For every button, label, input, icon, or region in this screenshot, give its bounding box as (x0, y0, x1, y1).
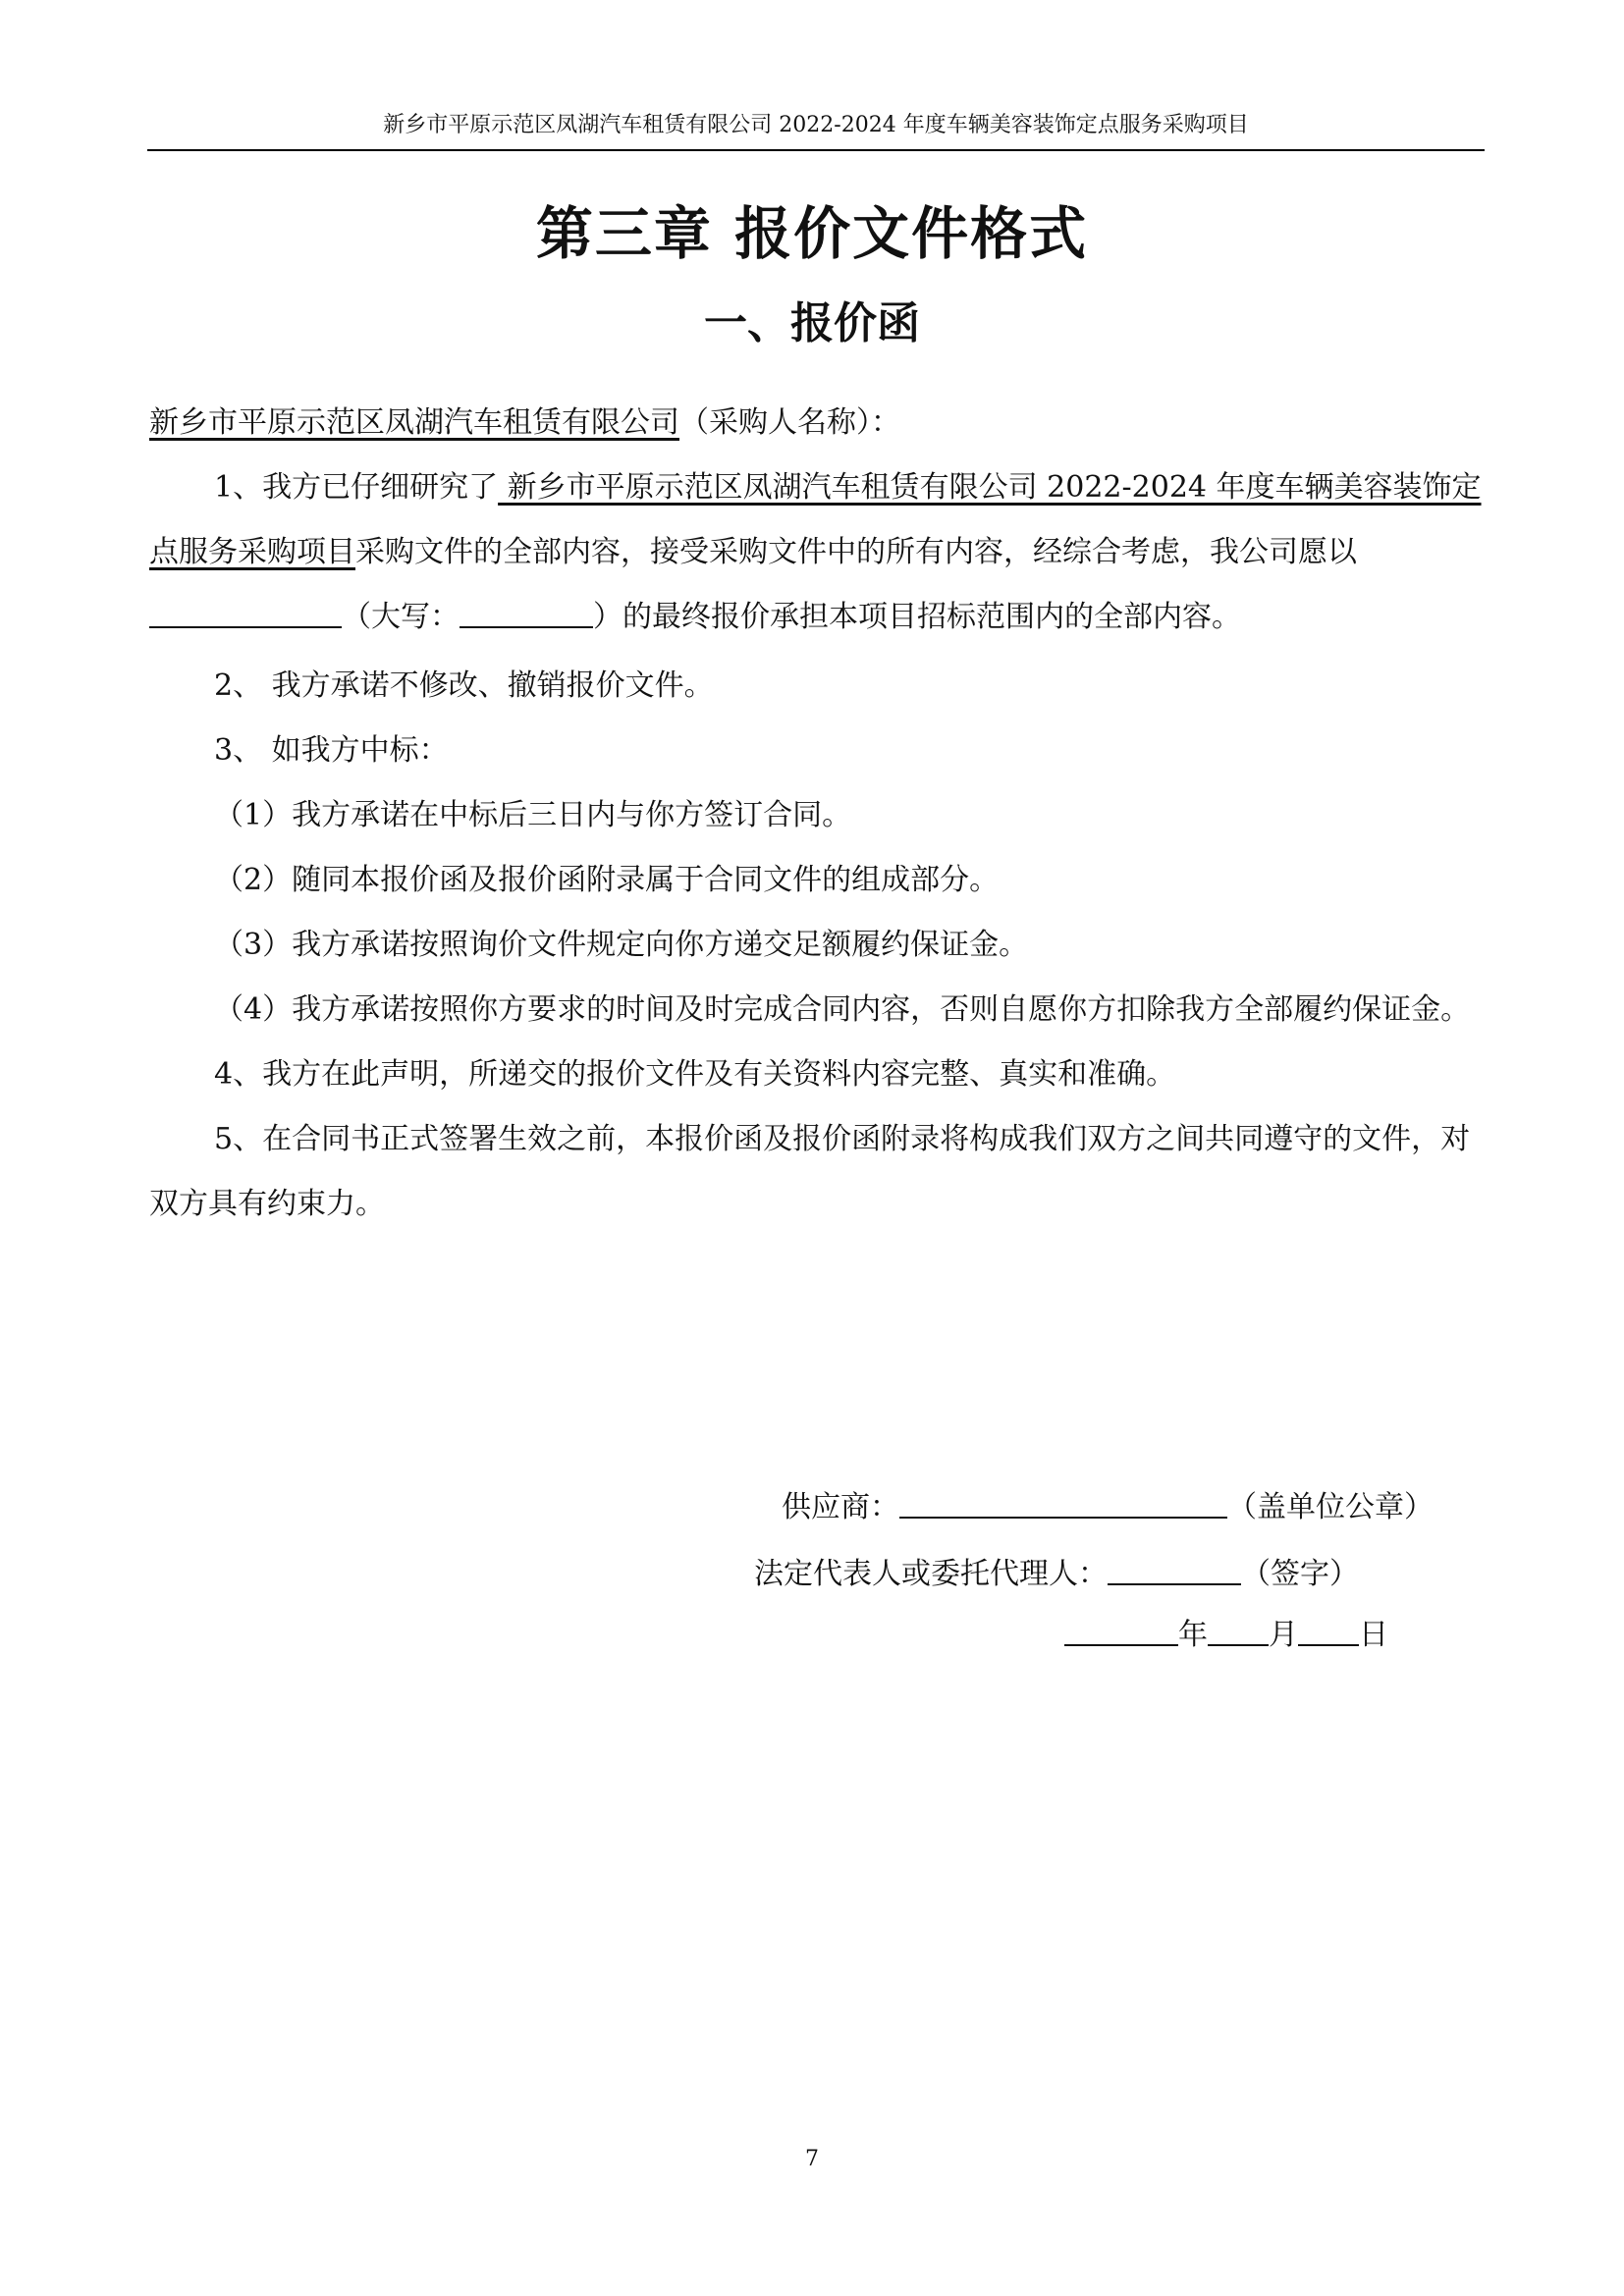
representative-blank[interactable] (1108, 1556, 1241, 1585)
supplier-blank[interactable] (899, 1489, 1227, 1519)
supplier-line: 供应商： （盖单位公章） (782, 1490, 1434, 1524)
item-1: 1、我方已仔细研究了 新乡市平原示范区凤湖汽车租赁有限公司 2022-2024 年度车辆美容装饰定点服务采购项目采购文件的全部内容，接受采购文件中的所有内容，经综合考虑，我公司愿以（大写： ）的最终报价承担本项目招标范围内的全部内容。 (149, 470, 1482, 634)
addressee-line (149, 391, 1485, 455)
month-blank[interactable] (1208, 1617, 1269, 1646)
item-5: 5、在合同书正式签署生效之前，本报价函及报价函附录将构成我们双方之间共同遵守的文件，对双方具有约束力。 (149, 1122, 1471, 1221)
sub-item-3: （3）我方承诺按照询价文件规定向你方递交足额履约保证金。 (214, 928, 1029, 962)
section-title: 一、报价函 (704, 298, 920, 348)
price-blank[interactable] (149, 599, 342, 628)
item-3: 3、 如我方中标： (214, 733, 449, 768)
sub-item-4: （4）我方承诺按照你方要求的时间及时完成合同内容，否则自愿你方扣除我方全部履约保证金。 (214, 992, 1471, 1027)
year-blank[interactable] (1064, 1617, 1178, 1646)
page-number: 7 (805, 2147, 819, 2171)
item-2: 2、 我方承诺不修改、撤销报价文件。 (214, 668, 714, 703)
date-line: 年 月 日 (1064, 1608, 1388, 1663)
price-capital-blank[interactable] (460, 599, 593, 628)
letter-body (149, 391, 1485, 1237)
sub-item-1: （1）我方承诺在中标后三日内与你方签订合同。 (214, 798, 852, 832)
purchaser-name: 新乡市平原示范区凤湖汽车租赁有限公司 (149, 405, 679, 440)
purchaser-name-suffix: （采购人名称）： (679, 405, 900, 440)
representative-line: 法定代表人或委托代理人： （签字） (754, 1557, 1359, 1591)
chapter-title: 第三章 报价文件格式 (535, 200, 1089, 267)
day-blank[interactable] (1298, 1617, 1359, 1646)
page-header: 新乡市平原示范区凤湖汽车租赁有限公司 2022-2024 年度车辆美容装饰定点服务采购项目 (147, 110, 1485, 151)
project-name: 新乡市平原示范区凤湖汽车租赁有限公司 2022-2024 年度车辆美容装饰定点服务采购项目 (149, 470, 1482, 569)
sub-item-2: （2）随同本报价函及报价函附录属于合同文件的组成部分。 (214, 863, 1000, 897)
item-4: 4、我方在此声明，所递交的报价文件及有关资料内容完整、真实和准确。 (214, 1057, 1176, 1092)
